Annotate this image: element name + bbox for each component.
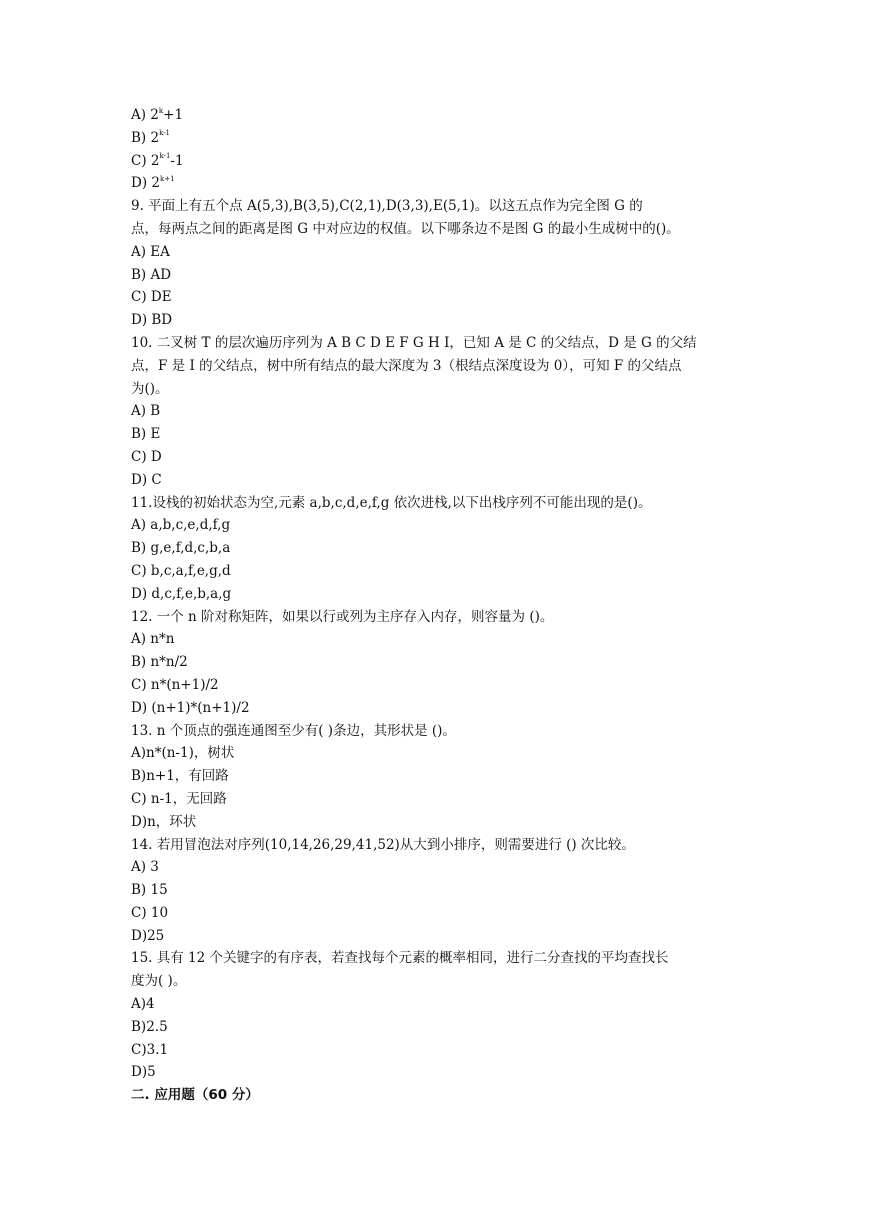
q10-stem-line-1: 10. 二叉树 T 的层次遍历序列为 A B C D E F G H I，已知 A 是 C 的父结点，D 是 G 的父结 [131,334,697,351]
q15-option-d: D)5 [131,1064,156,1081]
q8-option-c [131,150,751,173]
q9-option-c: C) DE [131,289,172,306]
q12-stem-line-1: 12. 一个 n 阶对称矩阵，如果以行或列为主序存入内存，则容量为 ()。 [131,608,554,625]
q8-option-a-base: A) 2 [131,107,159,123]
q13-option-b: B)n+1，有回路 [131,768,229,785]
q15-stem-line-1: 15. 具有 12 个关键字的有序表，若查找每个元素的概率相同，进行二分查找的平均查找长 [131,950,669,967]
q12-option-b: B) n*n/2 [131,654,188,671]
q8-option-c-suffix: -1 [170,152,184,169]
q14-option-a: A) 3 [131,859,159,876]
q10-option-c: C) D [131,448,162,465]
q9-option-d: D) BD [131,312,173,329]
q8-option-a-suffix: +1 [163,107,184,123]
q8-option-a [131,104,751,127]
q11-option-c: C) b,c,a,f,e,g,d [131,562,231,579]
q8-option-a-exponent: k [158,106,164,115]
q12-option-d: D) (n+1)*(n+1)/2 [131,699,250,716]
q10-option-d: D) C [131,471,162,488]
q13-option-a: A)n*(n-1)，树状 [131,745,235,762]
q8-option-b [131,127,751,150]
q14-stem-line-1: 14. 若用冒泡法对序列(10,14,26,29,41,52)从大到小排序，则需要进行 () 次比较。 [131,836,635,853]
q14-option-c: C) 10 [131,904,169,921]
exam-content [131,104,751,1107]
q14-option-b: B) 15 [131,882,168,899]
q8-option-b-exponent: k-1 [159,129,171,138]
q8-option-b-base: B) 2 [131,129,160,146]
q12-option-a: A) n*n [131,631,175,648]
q11-option-d: D) d,c,f,e,b,a,g [131,585,232,602]
q15-option-b: B)2.5 [131,1018,168,1035]
q8-option-c-base: C) 2 [131,152,160,169]
q8-option-d-base: D) 2 [131,175,160,192]
q13-stem-line-1: 13. n 个顶点的强连通图至少有( )条边，其形状是 ()。 [131,722,456,739]
q11-stem-line-1: 11.设栈的初始状态为空,元素 a,b,c,d,e,f,g 依次进栈,以下出栈序列不可能出现的是()。 [131,494,652,511]
q11-option-a: A) a,b,c,e,d,f,g [131,517,231,534]
q14-option-d: D)25 [131,927,165,944]
q8-option-d-exponent: k+1 [159,174,175,183]
q8-option-d [131,172,751,195]
q9-option-b: B) AD [131,266,172,283]
q10-option-b: B) E [131,426,161,443]
q9-option-a: A) EA [131,243,170,260]
q15-option-a: A)4 [131,996,155,1013]
q13-option-d: D)n，环状 [131,813,197,830]
q8-option-c-exponent: k-1 [159,152,171,161]
q13-option-c: C) n-1，无回路 [131,790,227,807]
q10-option-a: A) B [131,403,161,420]
q15-option-c: C)3.1 [131,1041,169,1058]
q9-stem-line-2: 点，每两点之间的距离是图 G 中对应边的权值。以下哪条边不是图 G 的最小生成树中的()。 [131,220,680,237]
q12-option-c: C) n*(n+1)/2 [131,676,219,693]
q9-stem-line-1: 9. 平面上有五个点 A(5,3),B(3,5),C(2,1),D(3,3),E(5,1)。以这五点作为完全图 G 的 [131,198,643,215]
q10-stem-line-3: 为()。 [131,380,169,397]
q15-stem-line-2: 度为( )。 [131,973,187,990]
q11-option-b: B) g,e,f,d,c,b,a [131,540,231,557]
section-heading: 二. 应用题（60 分） [131,1087,259,1104]
q10-stem-line-2: 点，F 是 I 的父结点，树中所有结点的最大深度为 3（根结点深度设为 0），可知 F 的父结点 [131,357,682,374]
